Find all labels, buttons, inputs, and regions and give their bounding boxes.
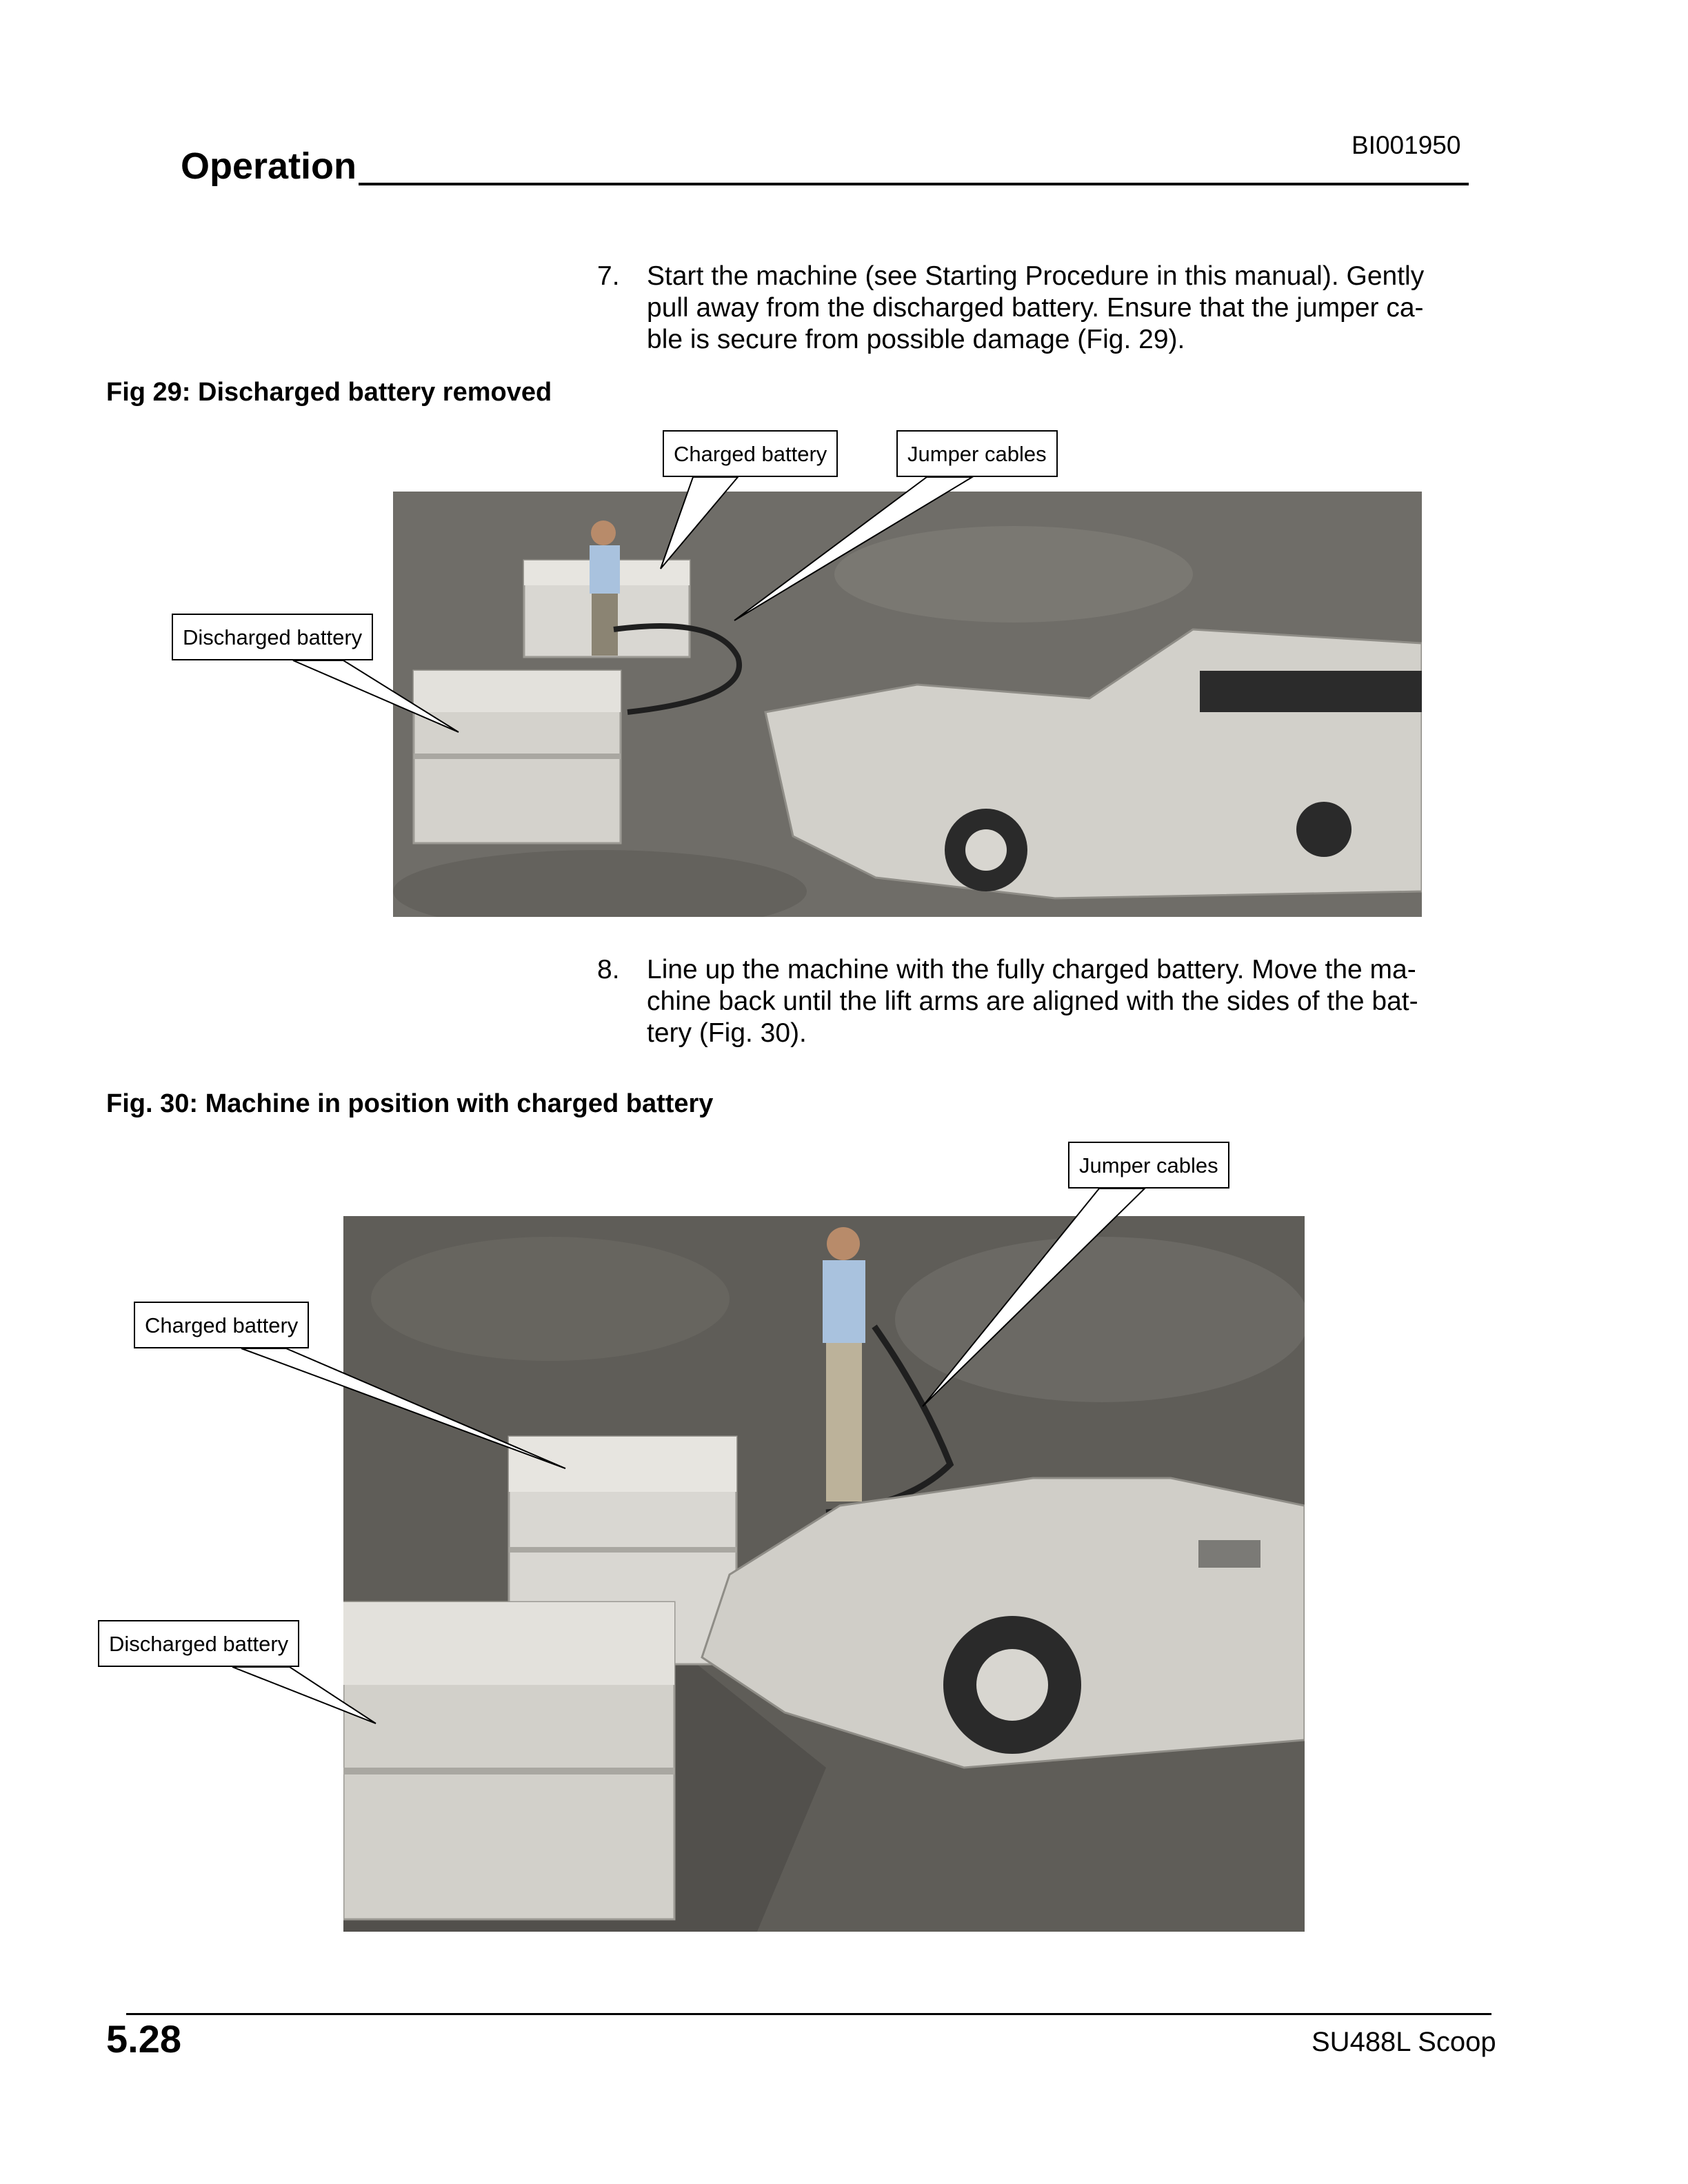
step-line: tery (Fig. 30). [647, 1018, 807, 1048]
section-title: Operation [181, 145, 357, 187]
step-line: Start the machine (see Starting Procedure in this manual). Gently [647, 261, 1425, 291]
step-8 [597, 954, 1494, 1051]
callout-charged-battery: Charged battery [663, 430, 838, 477]
step-text [647, 261, 1460, 356]
step-7 [597, 261, 1494, 357]
step-text [647, 954, 1460, 1049]
page-number: 5.28 [106, 2017, 181, 2061]
photo-illustration [393, 492, 1422, 917]
callout-jumper-cables: Jumper cables [896, 430, 1058, 477]
figure-29-photo [393, 492, 1422, 917]
step-number: 7. [597, 261, 620, 291]
callout-discharged-battery: Discharged battery [98, 1620, 299, 1667]
figure-caption: Fig. 30: Machine in position with charged battery [106, 1089, 714, 1118]
callout-discharged-battery: Discharged battery [172, 614, 373, 660]
photo-illustration [343, 1216, 1305, 1932]
header-rule [359, 183, 1469, 185]
document-id: BI001950 [1352, 131, 1461, 159]
document-name: SU488L Scoop [1312, 2027, 1496, 2057]
step-line: Line up the machine with the fully charged battery. Move the ma- [647, 955, 1416, 984]
step-line: ble is secure from possible damage (Fig. 29). [647, 325, 1185, 354]
callout-jumper-cables: Jumper cables [1068, 1142, 1229, 1189]
footer-rule [126, 2013, 1491, 2015]
step-number: 8. [597, 955, 620, 984]
step-line: pull away from the discharged battery. Ensure that the jumper ca- [647, 293, 1424, 323]
figure-30-photo [343, 1216, 1305, 1932]
callout-charged-battery: Charged battery [134, 1302, 309, 1348]
figure-caption: Fig 29: Discharged battery removed [106, 378, 552, 407]
step-line: chine back until the lift arms are aligned with the sides of the bat- [647, 987, 1418, 1016]
